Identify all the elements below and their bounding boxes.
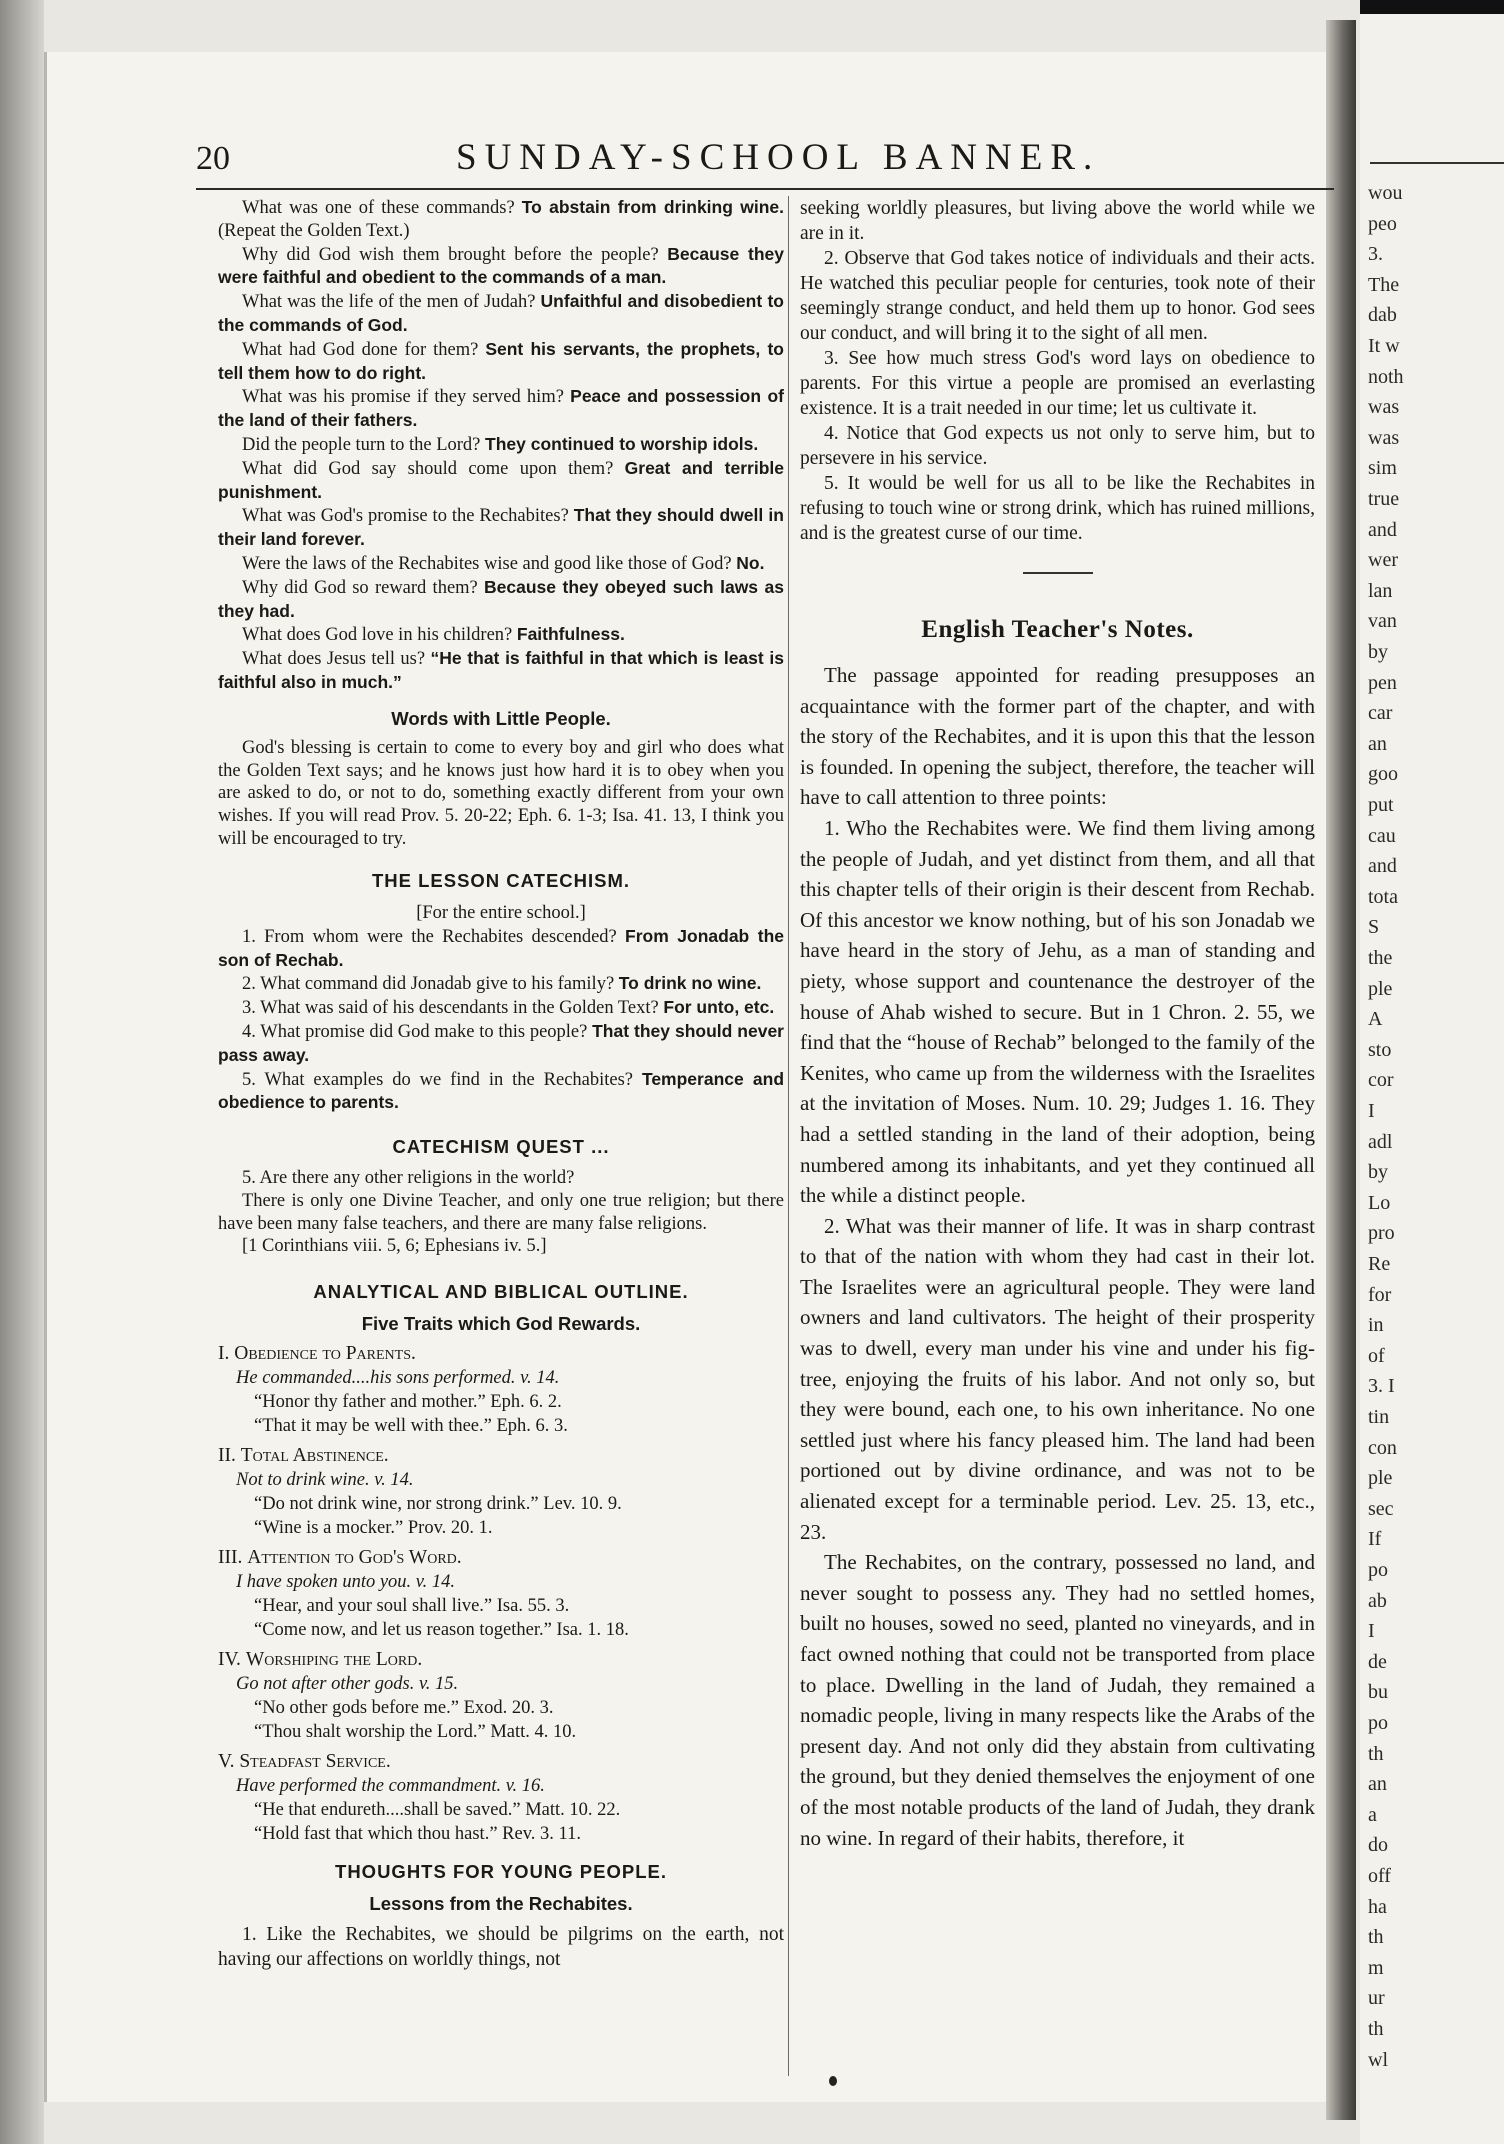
review-item bbox=[218, 196, 784, 243]
review-question: What was God's promise to the Rechabites? bbox=[242, 506, 574, 527]
outline-quote: “Thou shalt worship the Lord.” Matt. 4. 10. bbox=[254, 1722, 577, 1743]
adjacent-page-fragment: ha bbox=[1368, 1895, 1387, 1918]
adjacent-page-fragment: wer bbox=[1368, 549, 1398, 572]
outline-scripture: Not to drink wine. v. 14. bbox=[236, 1470, 414, 1491]
adjacent-page-fragment: goo bbox=[1368, 763, 1398, 786]
outline-scripture: Go not after other gods. v. 15. bbox=[236, 1674, 459, 1695]
outline-trait bbox=[218, 1750, 784, 1774]
review-item bbox=[218, 338, 784, 386]
outline-quote: “Do not drink wine, nor strong drink.” Lev. 10. 9. bbox=[254, 1494, 622, 1515]
outline-trait-number: IV. bbox=[218, 1649, 241, 1671]
review-item bbox=[218, 576, 784, 624]
adjacent-page-fragment: lan bbox=[1368, 579, 1393, 602]
adjacent-page-fragment: cor bbox=[1368, 1069, 1394, 1092]
adjacent-page-fragment: van bbox=[1368, 610, 1397, 633]
outline-trait bbox=[218, 1648, 784, 1672]
adjacent-page-fragment: 3. bbox=[1368, 243, 1383, 266]
review-answer: Because they obeyed such laws as they had. bbox=[218, 576, 784, 621]
adjacent-page-fragment: for bbox=[1368, 1283, 1392, 1306]
outline-trait-title: Worshiping the Lord. bbox=[245, 1649, 423, 1671]
review-question: What was the life of the men of Judah? bbox=[242, 292, 541, 313]
thoughts-paragraph: 4. Notice that God expects us not only to serve him, but to persevere in his service. bbox=[800, 423, 1315, 469]
little-people-heading: Words with Little People. bbox=[391, 707, 611, 729]
adjacent-page-fragment: po bbox=[1368, 1712, 1388, 1734]
review-answer: Unfaithful and disobedient to the commands of God. bbox=[218, 291, 785, 335]
outline-trait-number: V. bbox=[218, 1751, 235, 1773]
catechism-item-question: 2. What command did Jonadab give to his family? bbox=[242, 974, 619, 995]
review-answer: To abstain from drinking wine. bbox=[521, 197, 784, 217]
adjacent-page-fragment: ab bbox=[1368, 1589, 1387, 1612]
catechism-item-question: 1. From whom were the Rechabites descended? bbox=[242, 926, 626, 947]
adjacent-page-fragment: pen bbox=[1368, 671, 1397, 694]
adjacent-page-fragment: If bbox=[1368, 1528, 1382, 1551]
outline-trait bbox=[218, 1546, 784, 1570]
adjacent-page-fragment: by bbox=[1368, 1161, 1388, 1184]
catechism-item bbox=[218, 972, 784, 996]
outline-quote: “Honor thy father and mother.” Eph. 6. 2. bbox=[254, 1392, 562, 1413]
running-head bbox=[196, 132, 1334, 190]
review-answer: Sent his servants, the prophets, to tell them how to do right. bbox=[218, 338, 784, 383]
thoughts-paragraph: 5. It would be well for us all to be like the Rechabites in refusing to touch wine or strong drink, which has ruined millions, and is the greatest curse of our time. bbox=[800, 473, 1315, 544]
adjacent-page-fragment: was bbox=[1368, 426, 1400, 449]
outline-quote: “Hear, and your soul shall live.” Isa. 55. 3. bbox=[254, 1596, 570, 1617]
adjacent-page-fragment: noth bbox=[1368, 365, 1404, 388]
outline-trait-title: Steadfast Service. bbox=[239, 1751, 391, 1773]
review-question: What did God say should come upon them? bbox=[242, 458, 625, 479]
adjacent-page-fragment: do bbox=[1368, 1834, 1388, 1857]
adjacent-page-fragment: ple bbox=[1368, 977, 1393, 1000]
adjacent-page-fragment: peo bbox=[1368, 212, 1397, 235]
review-question: What was his promise if they served him? bbox=[242, 387, 571, 408]
adjacent-page-fragment: Re bbox=[1368, 1253, 1391, 1275]
catechism-item-question: 3. What was said of his descendants in the Golden Text? bbox=[242, 998, 664, 1019]
thoughts-paragraph: seeking worldly pleasures, but living above the world while we are in it. bbox=[800, 198, 1315, 244]
outline-trait-number: III. bbox=[218, 1547, 243, 1569]
adjacent-page-rule bbox=[1370, 162, 1504, 164]
page-title: SUNDAY-SCHOOL BANNER. bbox=[456, 137, 1101, 178]
outline-scripture: Have performed the commandment. v. 16. bbox=[236, 1776, 545, 1797]
adjacent-page-fragment: by bbox=[1368, 641, 1388, 663]
review-answer: Faithfulness. bbox=[516, 624, 625, 645]
adjacent-page-fragment: I bbox=[1368, 1100, 1375, 1122]
adjacent-page-fragment: cau bbox=[1368, 824, 1396, 847]
adjacent-page-fragment: Lo bbox=[1368, 1191, 1391, 1214]
adjacent-page-fragment: The bbox=[1368, 273, 1400, 296]
outline-quote: “He that endureth....shall be saved.” Matt. 10. 22. bbox=[254, 1800, 621, 1821]
review-question: What was one of these commands? bbox=[242, 198, 522, 218]
outline-trait-title: Attention to God's Word. bbox=[247, 1547, 462, 1569]
adjacent-page-fragment: off bbox=[1368, 1865, 1391, 1887]
review-answer: That they should dwell in their land forever. bbox=[218, 505, 784, 550]
adjacent-page-fragment: A bbox=[1368, 1008, 1383, 1031]
thoughts-continued bbox=[800, 196, 1315, 546]
adjacent-page-fragment: and bbox=[1368, 855, 1397, 878]
outline-trait-number: II. bbox=[218, 1445, 236, 1467]
review-answer: They continued to worship idols. bbox=[485, 433, 759, 454]
thoughts-paragraph: 3. See how much stress God's word lays on obedience to parents. For this virtue a people are promised an everlasting existence. It is a trait needed in our time; let us cultivate it. bbox=[800, 348, 1315, 419]
adjacent-page-fragment: th bbox=[1368, 1926, 1384, 1949]
outline-subheading: Five Traits which God Rewards. bbox=[361, 1313, 641, 1335]
adjacent-page-fragment: con bbox=[1368, 1436, 1397, 1459]
adjacent-page-fragment: wou bbox=[1368, 182, 1403, 204]
adjacent-page-fragment: a bbox=[1368, 1803, 1377, 1826]
review-item bbox=[218, 385, 784, 433]
catechism-item-question: 4. What promise did God make to this people? bbox=[242, 1021, 593, 1042]
outline-scripture: I have spoken unto you. v. 14. bbox=[236, 1572, 456, 1593]
catechism-item bbox=[218, 1020, 784, 1068]
adjacent-page-fragment: S bbox=[1368, 916, 1380, 939]
review-item bbox=[218, 243, 784, 291]
outline-quote: “Come now, and let us reason together.” Isa. 1. 18. bbox=[254, 1620, 629, 1641]
thoughts-paragraph: 2. Observe that God takes notice of individuals and their acts. He watched this peculiar people for centuries, took note of their seemingly strange conduct, and held them up to honor. God sees our conduct, and will bring it to the sight of all men. bbox=[800, 248, 1315, 344]
catechism-item-answer: That they should never pass away. bbox=[218, 1020, 784, 1065]
outline-list bbox=[218, 1342, 784, 1846]
outline-trait bbox=[218, 1342, 784, 1366]
adjacent-page-fragment: in bbox=[1368, 1314, 1384, 1337]
adjacent-page-fragment: tota bbox=[1368, 885, 1398, 908]
thoughts-subheading: Lessons from the Rechabites. bbox=[369, 1893, 633, 1915]
catechism-reference: [1 Corinthians viii. 5, 6; Ephesians iv. 5.] bbox=[242, 1236, 547, 1257]
adjacent-page-fragment: an bbox=[1368, 732, 1387, 755]
review-item bbox=[218, 552, 784, 576]
catechism-item bbox=[218, 996, 784, 1020]
adjacent-page-fragment: put bbox=[1368, 794, 1394, 816]
adjacent-page-fragment: po bbox=[1368, 1559, 1388, 1581]
outline-quote: “Hold fast that which thou hast.” Rev. 3. 11. bbox=[254, 1824, 581, 1845]
column-divider bbox=[788, 196, 789, 2076]
adjacent-page-fragment: pro bbox=[1368, 1222, 1395, 1245]
catechism-item bbox=[218, 925, 784, 973]
teacher-notes-paragraph: The Rechabites, on the contrary, possessed no land, and never sought to possess any. They had no settled homes, built no houses, sowed no seed, planted no vineyards, and in fact owned nothing that could not be transported from place to place. Dwelling in the land of Judah, they remained a nomadic people, living in many respects like the Arabs of the present day. And not only did they abstain from cultivating the ground, but they denied themselves the enjoyment of one of the most notable products of the land of Judah, they drank no wine. In regard of their habits, therefore, it bbox=[800, 1550, 1315, 1850]
review-answer: Great and terrible punishment. bbox=[218, 457, 784, 502]
section-divider bbox=[1023, 572, 1093, 574]
teacher-notes bbox=[800, 660, 1315, 1853]
adjacent-page-fragment: the bbox=[1368, 947, 1393, 969]
outline-trait-title: Total Abstinence. bbox=[240, 1445, 389, 1467]
review-answer: “He that is faithful in that which is least is faithful also in much.” bbox=[218, 648, 784, 692]
adjacent-page-fragment: wl bbox=[1368, 2048, 1388, 2071]
review-question: Were the laws of the Rechabites wise and good like those of God? bbox=[242, 553, 737, 574]
adjacent-page-fragment: was bbox=[1368, 396, 1400, 419]
adjacent-page-fragment: an bbox=[1368, 1773, 1387, 1796]
adjacent-page-fragment: true bbox=[1368, 488, 1400, 510]
outline-heading: ANALYTICAL AND BIBLICAL OUTLINE. bbox=[313, 1281, 689, 1303]
review-answer: Because they were faithful and obedient to the commands of a man. bbox=[218, 243, 784, 288]
outline-trait-title: Obedience to Parents. bbox=[234, 1343, 416, 1365]
outline-quote: “Wine is a mocker.” Prov. 20. 1. bbox=[254, 1518, 493, 1539]
outline-scripture: He commanded....his sons performed. v. 14. bbox=[236, 1368, 560, 1389]
review-item bbox=[218, 433, 784, 457]
review-question: Why did God wish them brought before the people? bbox=[242, 244, 668, 265]
catechism-item bbox=[218, 1068, 784, 1116]
catechism-item-answer: From Jonadab the son of Rechab. bbox=[218, 925, 784, 970]
outline-quote: “That it may be well with thee.” Eph. 6. 3. bbox=[254, 1416, 568, 1437]
review-item bbox=[218, 504, 784, 552]
adjacent-page-fragment: of bbox=[1368, 1344, 1385, 1367]
adjacent-page-fragment: sto bbox=[1368, 1038, 1392, 1061]
adjacent-page-fragment: th bbox=[1368, 2018, 1384, 2040]
thoughts-paragraph-1: 1. Like the Rechabites, we should be pilgrims on the earth, not having our affections on worldly things, not bbox=[218, 1924, 784, 1971]
catechism-item-answer: To drink no wine. bbox=[618, 973, 762, 994]
teacher-notes-heading: English Teacher's Notes. bbox=[921, 616, 1194, 643]
review-question: What does Jesus tell us? bbox=[242, 649, 431, 670]
adjacent-page-edge bbox=[1360, 0, 1504, 2144]
page-number: 20 bbox=[196, 140, 230, 177]
teacher-notes-paragraph: 1. Who the Rechabites were. We find them living among the people of Judah, and yet distinct from them, and all that this chapter tells of their origin is their descent from Rechab. Of this ancestor we know nothing, but of his son Jonadab we have heard in the story of Jehu, as a man of standing and piety, whose support and countenance the destroyer of the house of Ahab wished to secure. But in 1 Chron. 2. 55, we find that the “house of Rechab” belonged to the family of the Kenites, who came up from the wilderness with the Israelites at the invitation of Moses. Num. 10. 29; Judges 1. 16. They had a settled standing in the land of their adoption, being numbered among its inhabitants, and yet they continued all the while a distinct people. bbox=[800, 815, 1315, 1208]
adjacent-page-fragment: dab bbox=[1368, 304, 1397, 327]
adjacent-page-fragment: bu bbox=[1368, 1681, 1388, 1704]
review-question: Did the people turn to the Lord? bbox=[242, 434, 486, 455]
adjacent-page-top-edge bbox=[1360, 0, 1504, 14]
catechism-list bbox=[218, 925, 784, 1115]
review-question: Why did God so reward them? bbox=[242, 577, 485, 598]
adjacent-page-fragment: th bbox=[1368, 1742, 1384, 1765]
catechism-answer: There is only one Divine Teacher, and only one true religion; but there have been many false teachers, and there are many false religions. bbox=[218, 1190, 784, 1234]
review-item bbox=[218, 457, 784, 505]
scan-edge bbox=[0, 0, 44, 2144]
right-column bbox=[800, 196, 1315, 1853]
book-binding bbox=[1326, 20, 1356, 2120]
catechism-subheading: [For the entire school.] bbox=[416, 902, 586, 923]
adjacent-page-fragment: tin bbox=[1368, 1406, 1390, 1428]
adjacent-page-fragment: adl bbox=[1368, 1130, 1393, 1153]
review-item bbox=[218, 623, 784, 647]
adjacent-page-fragment: It w bbox=[1368, 335, 1400, 357]
adjacent-page-fragment: sec bbox=[1368, 1497, 1394, 1520]
left-column bbox=[218, 196, 784, 1972]
catechism-question: 5. Are there any other religions in the world? bbox=[242, 1168, 575, 1189]
review-question: What had God done for them? bbox=[242, 339, 486, 360]
review-item bbox=[218, 290, 784, 338]
review-note: (Repeat the Golden Text.) bbox=[218, 220, 410, 241]
catechism-question-heading: CATECHISM QUEST ... bbox=[392, 1136, 610, 1158]
review-questions bbox=[218, 196, 784, 695]
review-item bbox=[218, 647, 784, 695]
outline-trait-number: I. bbox=[218, 1343, 230, 1365]
catechism-heading: THE LESSON CATECHISM. bbox=[371, 869, 631, 891]
catechism-item-question: 5. What examples do we find in the Rechabites? bbox=[242, 1069, 642, 1090]
adjacent-page-fragment: ur bbox=[1368, 1987, 1385, 2010]
adjacent-page-fragment: m bbox=[1368, 1956, 1384, 1979]
review-question: What does God love in his children? bbox=[242, 625, 517, 646]
review-answer: No. bbox=[736, 552, 765, 573]
ink-dot bbox=[829, 2076, 837, 2086]
adjacent-page-fragment: sim bbox=[1368, 457, 1397, 480]
adjacent-page-fragment: ple bbox=[1368, 1467, 1393, 1490]
outline-quote: “No other gods before me.” Exod. 20. 3. bbox=[254, 1698, 554, 1719]
teacher-notes-paragraph: 2. What was their manner of life. It was in sharp contrast to that of the nation with whom they had cast in their lot. The Israelites were an agricultural people. They were land owners and land cultivators. The height of their prosperity was to dwell, every man under his vine and under his fig-tree, enjoying the fruits of his labor. And not only so, but they were bound, each one, to his own inheritance. No one settled just where his fancy pleased him. The land had been portioned out by divine ordinance, and was not to be alienated except for a terminable period. Lev. 25. 13, etc., 23. bbox=[800, 1213, 1315, 1544]
adjacent-page-fragment: I bbox=[1368, 1620, 1375, 1643]
little-people-text: God's blessing is certain to come to every boy and girl who does what the Golden Text says; and he knows just how hard it is to obey when you are asked to do, or not to do, something exactly different from your own wishes. If you will read Prov. 5. 20-22; Eph. 6. 1-3; Isa. 41. 13, I think you will be encouraged to try. bbox=[218, 737, 784, 849]
adjacent-page-fragment: car bbox=[1368, 702, 1393, 725]
adjacent-page-fragment: 3. I bbox=[1368, 1375, 1395, 1398]
review-answer: Peace and possession of the land of their fathers. bbox=[218, 386, 784, 431]
catechism-item-answer: For unto, etc. bbox=[663, 997, 775, 1018]
adjacent-page-fragment: de bbox=[1368, 1650, 1387, 1673]
catechism-item-answer: Temperance and obedience to parents. bbox=[218, 1068, 785, 1113]
outline-trait bbox=[218, 1444, 784, 1468]
adjacent-page-fragment: and bbox=[1368, 518, 1397, 541]
thoughts-heading: THOUGHTS FOR YOUNG PEOPLE. bbox=[335, 1861, 667, 1883]
teacher-notes-paragraph: The passage appointed for reading presupposes an acquaintance with the former part of the chapter, and with the story of the Rechabites, and it is upon this that the lesson is founded. In opening the subject, therefore, the teacher will have to call attention to three points: bbox=[800, 663, 1315, 810]
